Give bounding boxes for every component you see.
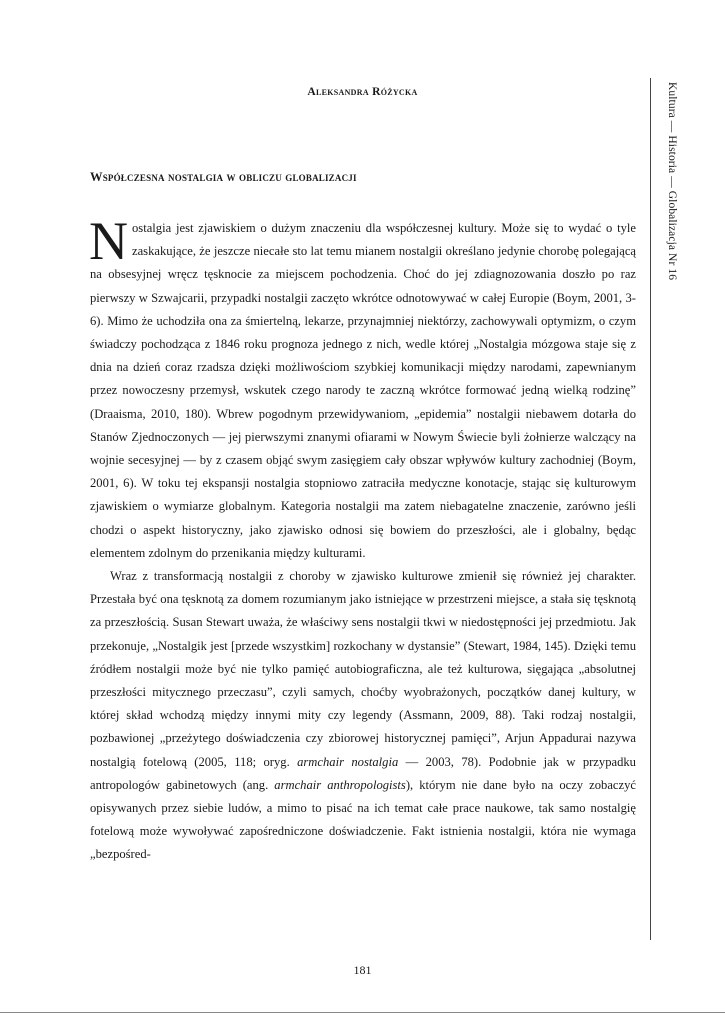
article-body: [89, 211, 636, 867]
paragraph-2-text-b: — 2003, 78). Podobnie jak w przypadku antropologów gabinetowych (ang.: [90, 754, 636, 792]
paragraph-1: [89, 211, 636, 565]
paragraph-2-italic-2: armchair anthropologists: [274, 777, 406, 792]
paragraph-2-text-a: Wraz z transformacją nostalgii z choroby w zjawisko kulturowe zmienił się również jej charakter. Przestała być ona tęsknotą za domem rozumianym jako istniejące w przestrzeni miejsce, a stała się tęsknotą za przeszłością. Susan Stewart uważa, że właściwy sens nostalgii tkwi w niedostępności jej przedmiotu. Jak przekonuje, „Nostalgik jest [przede wszystkim] rozkochany w dystansie” (Stewart, 1984, 145). Dzięki temu źródłem nostalgii może być nie tylko pamięć autobiograficzna, ale też kulturowa, sięgająca „absolutnej przeszłości mitycznego przeczasu”, czyli samych, choćby wyobrażonych, początków danej kultury, w której skład wchodzą między innymi mity czy legendy (Assmann, 2009, 88). Taki rodzaj nostalgii, pozbawionej „przeżytego doświadczenia czy zbiorowej historycznej pamięci”, Arjun Appadurai nazywa nostalgią fotelową (2005, 118; oryg.: [90, 569, 636, 769]
paragraph-2-italic-1: armchair nostalgia: [297, 754, 399, 769]
paragraph-2: [90, 565, 636, 867]
drop-cap: N: [89, 211, 128, 271]
author-name: Aleksandra Różycka: [307, 86, 418, 98]
paragraph-2-text-c: ), którym nie dane było na oczy zobaczyć opisywanych przez siebie ludów, a mimo to pisać na ich temat całe prace naukowe, tak samo nostalgię fotelową może wywoływać zapośredniczone doświadczenie. Fakt istnienia nostalgii, która nie wymaga „bezpośred-: [90, 777, 636, 862]
paragraph-1-text: ostalgia jest zjawiskiem o dużym znaczeniu dla współczesnej kultury. Może się to wydać o tyle zaskakujące, że jeszcze niecałe sto lat temu mianem nostalgii określano jedynie chorobę polegającą na obsesyjnej wręcz tęsknocie za miejscem pochodzenia. Choć do jej zdiagnozowania doszło po raz pierwszy w Szwajcarii, przypadki nostalgii zaczęto wkrótce odnotowywać w całej Europie (Boym, 2001, 3-6). Mimo że uchodziła ona za śmiertelną, lekarze, przynajmniej niektórzy, zachowywali optymizm, o czym świadczy pochodząca z 1846 roku prognoza jednego z nich, wedle której „Nostalgia mózgowa staje się z dnia na dzień coraz rzadsza dzięki możliwościom szybkiej komunikacji między narodami, zapewnianym przez nowoczesny przemysł, wskutek czego narody te zaczną wkrótce formować jedną wielką rodzinę” (Draaisma, 2010, 180). Wbrew pogodnym przewidywaniom, „epidemia” nostalgii niebawem dotarła do Stanów Zjednoczonych — jej pierwszymi znanymi ofiarami w Nowym Świecie byli żołnierze walczący na wojnie secesyjnej — by z czasem objąć swym zasięgiem cały obszar wpływów kultury zachodniej (Boym, 2001, 6). W toku tej ekspansji nostalgia stopniowo zatraciła medyczne konotacje, stając się kulturowym zjawiskiem o wymiarze globalnym. Kategoria nostalgii ma zatem niebagatelne znaczenie, zarówno jeśli chodzi o aspekt historyczny, jako zjawisko odnosi się bowiem do przeszłości, ale i globalny, będąc elementem zdolnym do przenikania między kulturami.: [90, 221, 636, 560]
side-vertical-rule: [650, 78, 651, 940]
bottom-rule: [0, 1012, 725, 1013]
article-title: Współczesna nostalgia w obliczu globalizacji: [90, 170, 357, 184]
page-number: 181: [353, 963, 372, 977]
side-running-title: Kultura — Historia — Globalizacja Nr 16: [666, 82, 678, 281]
